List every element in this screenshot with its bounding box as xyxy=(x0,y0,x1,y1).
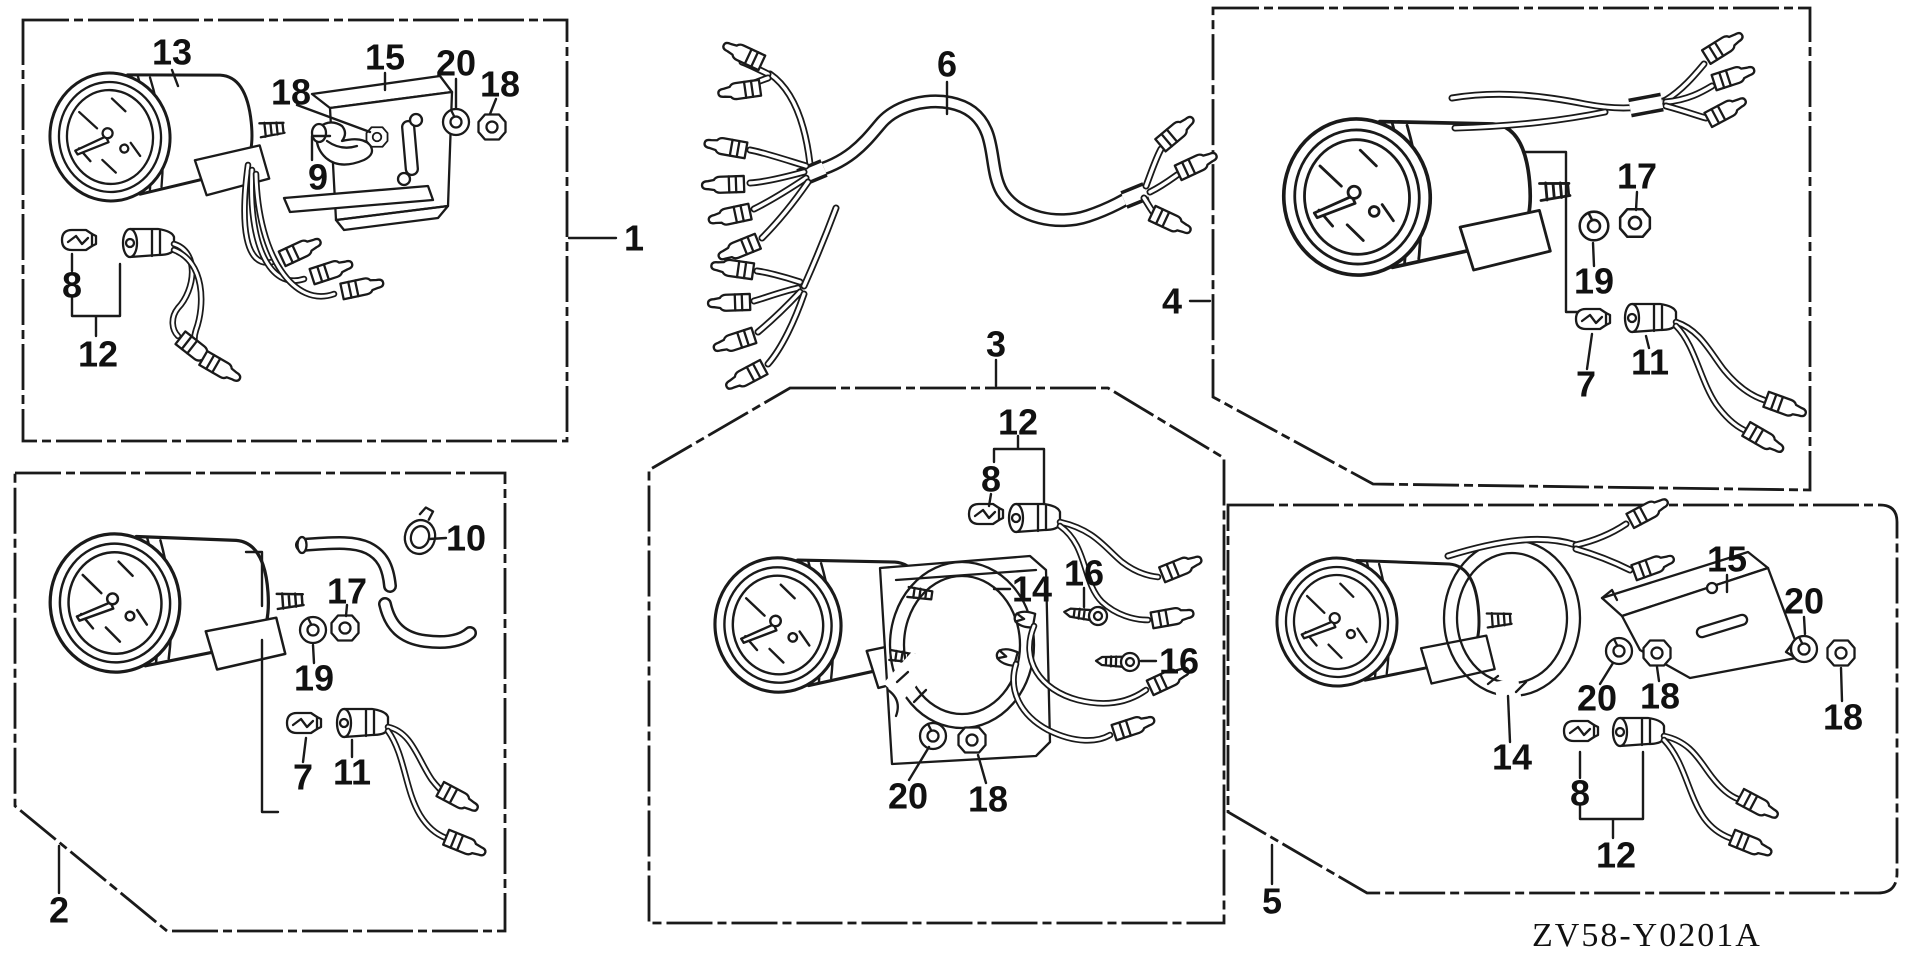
tube-b xyxy=(385,604,470,642)
callout-16b: 16 xyxy=(1158,640,1200,682)
bulb-socket xyxy=(123,229,174,257)
frame-callout-5: 5 xyxy=(1261,880,1283,922)
sensor-bolt xyxy=(1063,603,1108,626)
callout-20-outer: 20 xyxy=(1783,580,1825,622)
panel-3-group xyxy=(709,324,1204,820)
frame-callout-4: 4 xyxy=(1161,280,1183,322)
callout-19: 19 xyxy=(1573,260,1615,302)
callout-20: 20 xyxy=(887,775,929,817)
frame-callout-1: 1 xyxy=(623,217,645,259)
bulb-socket xyxy=(1625,304,1676,332)
callout-7: 7 xyxy=(292,756,314,798)
callout-11: 11 xyxy=(1630,341,1670,383)
bulb xyxy=(287,713,321,733)
meter-assembly xyxy=(1273,546,1516,694)
callout-20-inner: 20 xyxy=(1576,677,1618,719)
sensor-bolt xyxy=(1096,652,1140,671)
socket-wires xyxy=(1664,736,1781,860)
panel-2-group xyxy=(46,504,489,930)
bulb xyxy=(1576,309,1610,329)
callout-8: 8 xyxy=(980,458,1002,500)
callout-18-nut: 18 xyxy=(479,63,521,105)
callout-18-clamp: 18 xyxy=(270,71,312,113)
hex-nut xyxy=(332,616,359,641)
callout-12: 12 xyxy=(1595,834,1637,876)
bulb-socket xyxy=(1613,718,1664,746)
callout-10: 10 xyxy=(445,517,487,559)
washer xyxy=(443,109,469,135)
callout-12: 12 xyxy=(997,401,1039,443)
bulb-socket xyxy=(1009,504,1060,532)
bulb xyxy=(1564,721,1598,741)
callout-14: 14 xyxy=(1011,568,1053,610)
meter-assembly xyxy=(46,521,308,681)
callout-16a: 16 xyxy=(1063,552,1105,594)
callout-18-outer: 18 xyxy=(1822,696,1864,738)
clamp-nut xyxy=(366,127,387,147)
washer xyxy=(300,617,326,643)
callout-17: 17 xyxy=(1616,155,1658,197)
callout-19: 19 xyxy=(293,657,335,699)
washer-outer xyxy=(1791,636,1817,662)
hex-nut xyxy=(479,115,506,140)
wire-harness xyxy=(702,38,1220,394)
meter-wires xyxy=(1452,28,1757,128)
callout-20: 20 xyxy=(435,42,477,84)
washer xyxy=(1580,212,1609,241)
callout-18: 18 xyxy=(967,778,1009,820)
callout-17: 17 xyxy=(326,570,368,612)
callout-7: 7 xyxy=(1575,363,1597,405)
washer xyxy=(920,723,946,749)
frame-callout-3: 3 xyxy=(985,323,1007,365)
callout-8: 8 xyxy=(61,264,83,306)
meter-wires xyxy=(1448,494,1676,580)
callout-11: 11 xyxy=(332,751,372,793)
callout-14: 14 xyxy=(1491,736,1533,778)
panel-5-group xyxy=(1262,494,1863,921)
bulb-socket xyxy=(337,709,388,737)
callout-13: 13 xyxy=(151,31,193,73)
hex-nut xyxy=(959,728,986,753)
callout-18-inner: 18 xyxy=(1639,675,1681,717)
panel-4-group xyxy=(1162,28,1808,457)
socket-wires xyxy=(1676,322,1808,457)
drawing-code: ZV58-Y0201A xyxy=(1532,917,1762,954)
socket-wires xyxy=(388,727,488,860)
callout-9: 9 xyxy=(307,156,329,198)
bulb xyxy=(969,504,1003,524)
hex-nut-inner xyxy=(1644,641,1671,666)
callout-8: 8 xyxy=(1569,772,1591,814)
callout-12: 12 xyxy=(77,333,119,375)
panel-1-group xyxy=(44,32,644,386)
frame-callout-2: 2 xyxy=(48,889,70,931)
bulb xyxy=(62,230,96,250)
tube-clamp xyxy=(401,504,442,557)
hex-nut-outer xyxy=(1828,641,1855,666)
hex-nut xyxy=(1620,209,1650,237)
callout-6: 6 xyxy=(936,43,958,85)
washer-inner xyxy=(1606,638,1632,664)
meter-assembly xyxy=(1277,101,1575,286)
socket-wires xyxy=(173,244,244,386)
callout-15: 15 xyxy=(364,36,406,78)
callout-15: 15 xyxy=(1706,538,1748,580)
